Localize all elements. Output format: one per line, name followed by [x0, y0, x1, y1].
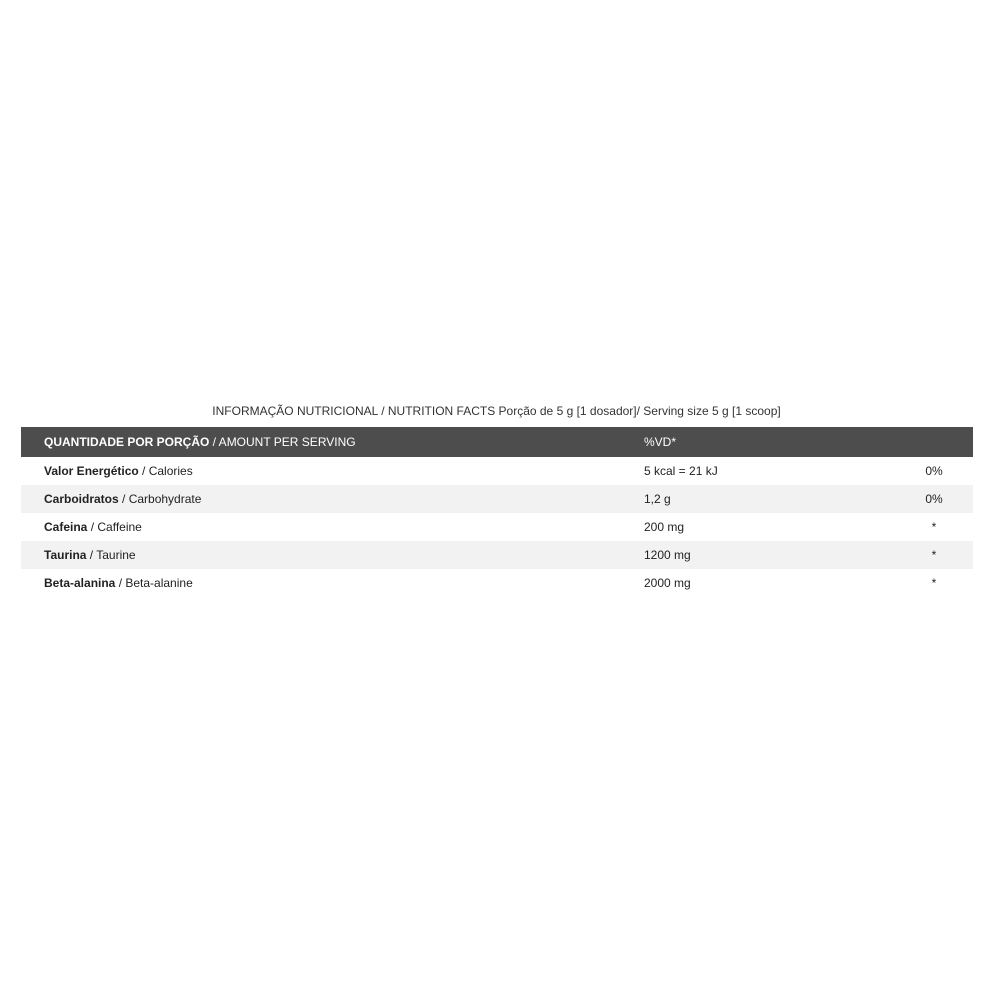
nutrient-name	[44, 485, 201, 513]
nutrient-name-bold: Beta-alanina	[44, 576, 116, 590]
nutrient-amount: 1200 mg	[644, 548, 691, 562]
nutrient-name	[44, 457, 193, 485]
table-row	[21, 457, 973, 485]
table-row	[21, 541, 973, 569]
nutrient-name-rest: / Calories	[138, 464, 193, 478]
nutrient-vd: *	[931, 548, 937, 562]
nutrient-name-rest: / Caffeine	[87, 520, 142, 534]
nutrient-amount: 1,2 g	[644, 492, 671, 506]
header-name-rest: / AMOUNT PER SERVING	[209, 435, 356, 449]
nutrient-vd: 0%	[925, 492, 943, 506]
table-caption: INFORMAÇÃO NUTRICIONAL / NUTRITION FACTS Porção de 5 g [1 dosador]/ Serving size 5 g [1 scoop]	[212, 404, 781, 418]
nutrient-name-bold: Cafeina	[44, 520, 88, 534]
nutrient-name	[44, 569, 193, 597]
nutrient-name-bold: Taurina	[44, 548, 87, 562]
nutrient-name-rest: / Taurine	[86, 548, 136, 562]
header-vd: %VD*	[644, 435, 677, 449]
header-amount-per-serving	[44, 427, 356, 457]
nutrient-name-rest: / Beta-alanine	[115, 576, 193, 590]
table-row	[21, 513, 973, 541]
nutrient-vd: *	[931, 576, 937, 590]
nutrient-amount: 2000 mg	[644, 576, 691, 590]
nutrient-vd: *	[931, 520, 937, 534]
nutrient-name-bold: Carboidratos	[44, 492, 119, 506]
nutrient-name	[44, 513, 142, 541]
nutrient-amount: 5 kcal = 21 kJ	[644, 464, 718, 478]
nutrient-name	[44, 541, 136, 569]
nutrition-table	[21, 427, 973, 597]
nutrient-name-rest: / Carbohydrate	[118, 492, 202, 506]
table-row	[21, 569, 973, 597]
table-row	[21, 485, 973, 513]
header-name-bold: QUANTIDADE POR PORÇÃO	[44, 435, 210, 449]
nutrient-amount: 200 mg	[644, 520, 685, 534]
nutrient-vd: 0%	[925, 464, 943, 478]
table-header-row	[21, 427, 973, 457]
nutrient-name-bold: Valor Energético	[44, 464, 139, 478]
